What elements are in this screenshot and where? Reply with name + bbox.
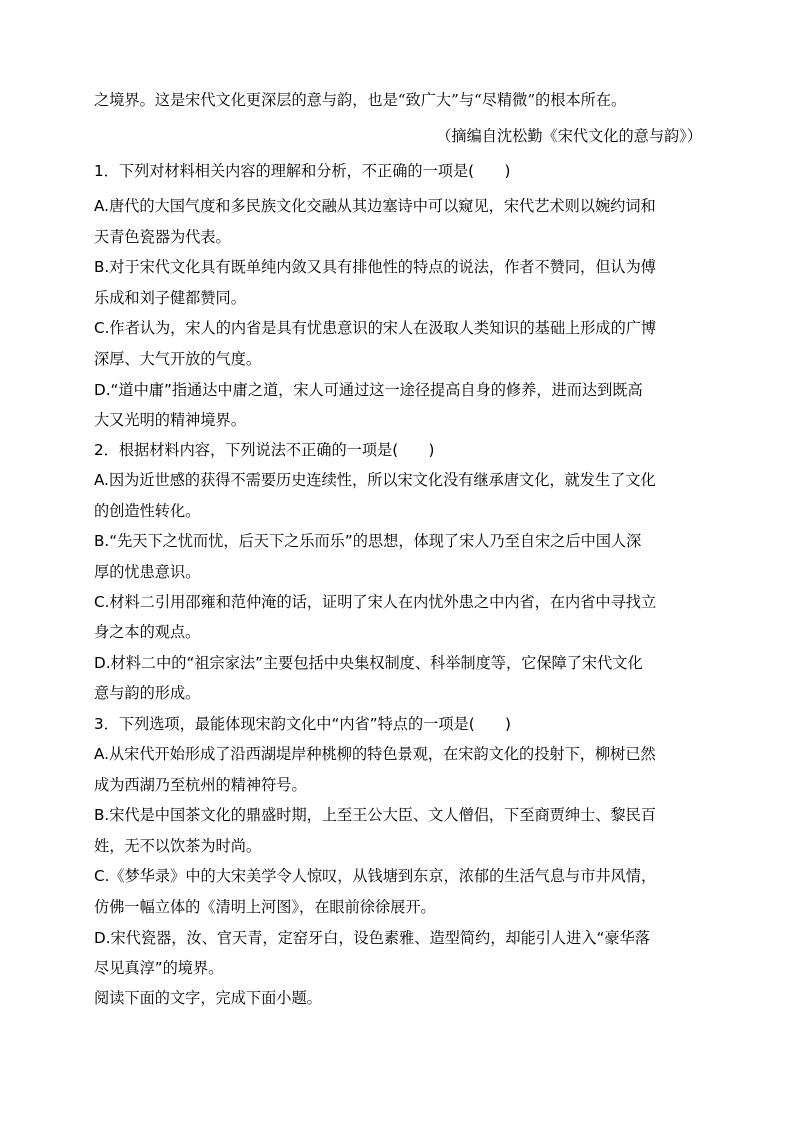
answer-option-line: B.对于宋代文化具有既单纯内敛又具有排他性的特点的说法，作者不赞同，但认为傅 [94, 258, 656, 276]
answer-option-line: 乐成和刘子健都赞同。 [94, 289, 246, 307]
answer-option-line: 仿佛一幅立体的《清明上河图》，在眼前徐徐展开。 [94, 898, 436, 916]
answer-option-line: B.宋代是中国茶文化的鼎盛时期，上至王公大臣、文人僧侣，下至商贾绅士、黎民百 [94, 806, 656, 824]
answer-option-line: 天青色瓷器为代表。 [94, 228, 231, 246]
answer-option-line: C.作者认为，宋人的内省是具有忧患意识的宋人在汲取人类知识的基础上形成的广博 [94, 319, 657, 337]
answer-option-line: 深厚、大气开放的气度。 [94, 350, 262, 368]
answer-option-line: A.唐代的大国气度和多民族文化交融从其边塞诗中可以窥见，宋代艺术则以婉约词和 [94, 197, 656, 215]
answer-option-line: 成为西湖乃至杭州的精神符号。 [94, 776, 307, 794]
answer-option-line: 的创造性转化。 [94, 502, 201, 520]
answer-option-line: 姓，无不以饮茶为时尚。 [94, 837, 262, 855]
answer-option-line: C.《梦华录》中的大宋美学令人惊叹，从钱塘到东京，浓郁的生活气息与市井风情， [94, 867, 657, 885]
answer-option-line: 厚的忧患意识。 [94, 563, 201, 581]
answer-option-line: D.“道中庸”指通达中庸之道，宋人可通过这一途径提高自身的修养，进而达到既高 [94, 381, 643, 399]
source-citation: （摘编自沈松勤《宋代文化的意与韵》） [436, 127, 702, 145]
answer-option-line: C.材料二引用邵雍和范仲淹的话，证明了宋人在内忧外患之中内省，在内省中寻找立 [94, 593, 657, 611]
answer-option-line: 尽见真淳”的境界。 [94, 959, 224, 977]
answer-option-line: B.“先天下之忧而忧，后天下之乐而乐”的思想，体现了宋人乃至自宋之后中国人深 [94, 532, 642, 550]
answer-option-line: 意与韵的形成。 [94, 684, 201, 702]
answer-option-line: 大又光明的精神境界。 [94, 411, 246, 429]
answer-option-line: A.从宋代开始形成了沿西湖堤岸种桃柳的特色景观，在宋韵文化的投射下，柳树已然 [94, 745, 656, 763]
answer-option-line: A.因为近世感的获得不需要历史连续性，所以宋文化没有继承唐文化，就发生了文化 [94, 471, 656, 489]
answer-option-line: D.材料二中的“祖宗家法”主要包括中央集权制度、科举制度等，它保障了宋代文化 [94, 654, 643, 672]
answer-option-line: 身之本的观点。 [94, 623, 201, 641]
reading-instruction: 阅读下面的文字，完成下面小题。 [94, 989, 322, 1007]
question-stem: 2．根据材料内容，下列说法不正确的一项是( ) [94, 441, 435, 459]
answer-option-line: D.宋代瓷器，汝、官天青，定窑牙白，设色素雅、造型简约，却能引人进入“豪华落 [94, 929, 650, 947]
question-stem: 1．下列对材料相关内容的理解和分析，不正确的一项是( ) [94, 162, 511, 180]
passage-closing-line: 之境界。这是宋代文化更深层的意与韵，也是“致广大”与“尽精微”的根本所在。 [94, 91, 627, 109]
question-stem: 3．下列选项，最能体现宋韵文化中“内省”特点的一项是( ) [94, 715, 511, 733]
